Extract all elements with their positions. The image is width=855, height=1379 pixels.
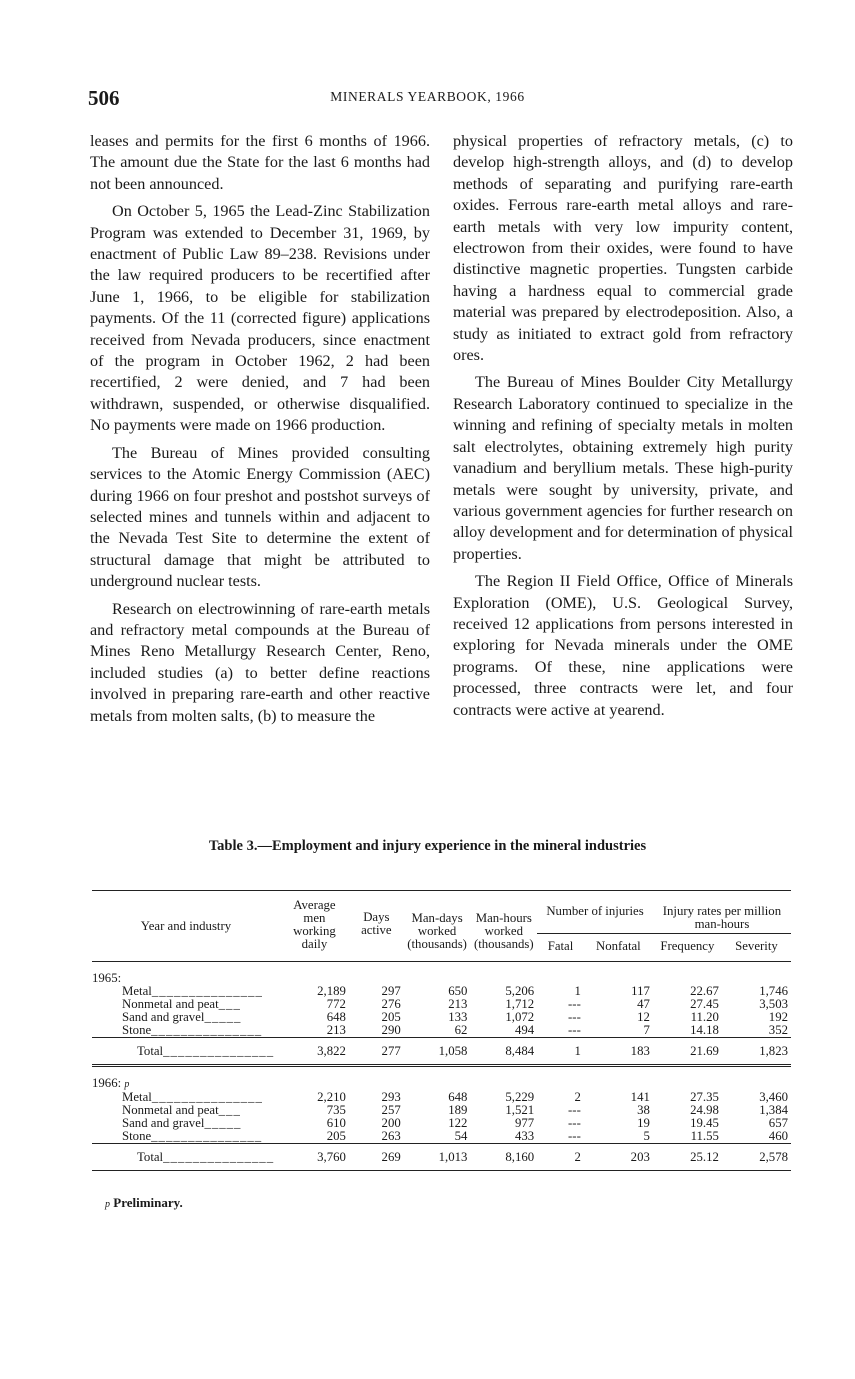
cell-man-days: 648 — [448, 1090, 468, 1104]
cell-severity: 3,460 — [759, 1090, 788, 1104]
footnote-mark: p — [105, 1199, 110, 1210]
cell-severity: 3,503 — [759, 997, 788, 1011]
preliminary-mark: p — [124, 1079, 130, 1090]
cell-frequency: 27.45 — [690, 997, 719, 1011]
cell-avg-men: 2,210 — [317, 1090, 346, 1104]
cell-nonfatal: 141 — [630, 1090, 650, 1104]
cell-frequency: 27.35 — [690, 1090, 719, 1104]
cell-man-days: 122 — [448, 1116, 468, 1130]
running-head: MINERALS YEARBOOK, 1966 — [330, 89, 525, 104]
col-header-man-hours: Man-hours worked (thousands) — [470, 891, 537, 962]
cell-fatal: 2 — [537, 1144, 584, 1171]
cell-nonfatal: 38 — [637, 1103, 650, 1117]
industry-cell: Stone_______________ — [122, 1024, 263, 1037]
paragraph: physical properties of refractory metals, (c) to develop high-strength alloys, and (d) to develop methods of separating and purifying rare-earth oxides. Ferrous rare-earth metal alloys and rare-earth metals with very low impurity content, electrowon from their oxides, were found to have distinctive magnetic properties. Tungsten carbide having a hardness equal to commercial grade material was prepared by electrodeposition. Also, a study as initiated to extract gold from refractory ores. — [453, 132, 793, 365]
industry-cell: Stone_______________ — [122, 1130, 263, 1143]
cell-severity: 2,578 — [722, 1144, 791, 1171]
total-row — [92, 1144, 791, 1171]
cell-fatal: 1 — [574, 984, 581, 998]
paragraph: On October 5, 1965 the Lead-Zinc Stabilization Program was extended to December 31, 1969, by enactment of Public Law 89–238. Revisions under the law required producers to be recertified after June 1, 1966, to be eligible for stabilization payments. Of the 11 (corrected figure) applications received from Nevada producers, since enactment of the program in October 1962, 2 had been recertified, 2 were denied, and 7 had been withdrawn, suspended, or otherwise disqualified. No payments were made on 1966 production. — [90, 202, 430, 435]
table-row — [92, 1117, 791, 1130]
col-header-severity: Severity — [722, 934, 791, 962]
cell-fatal: --- — [568, 1129, 581, 1143]
leader-dots: ___ — [218, 1104, 241, 1117]
cell-severity: 657 — [768, 1116, 788, 1130]
cell-days: 276 — [381, 997, 401, 1011]
cell-man-days: 133 — [448, 1010, 468, 1024]
cell-man-hours: 8,160 — [470, 1144, 537, 1171]
cell-frequency: 19.45 — [690, 1116, 719, 1130]
table-row — [92, 1024, 791, 1038]
cell-days: 293 — [381, 1090, 401, 1104]
leader-dots: _______________ — [151, 1091, 263, 1104]
footnote-text: Preliminary. — [113, 1195, 183, 1210]
leader-dots: _______________ — [151, 1024, 263, 1037]
cell-days: 277 — [349, 1038, 404, 1066]
cell-fatal: --- — [568, 1116, 581, 1130]
cell-avg-men: 3,760 — [280, 1144, 349, 1171]
cell-days: 290 — [381, 1023, 401, 1037]
paragraph: Research on electrowinning of rare-earth metals and refractory metal compounds at the Bureau of Mines Reno Metallurgy Research Center, Reno, included studies (a) to better define reactions involved in preparing rare-earth and other reactive metals from molten salts, (b) to measure the — [90, 599, 430, 725]
cell-fatal: 2 — [574, 1090, 581, 1104]
cell-avg-men: 610 — [326, 1116, 346, 1130]
cell-man-days: 54 — [454, 1129, 468, 1143]
cell-man-hours: 977 — [514, 1116, 535, 1130]
table-row — [92, 998, 791, 1011]
cell-man-hours: 5,206 — [505, 984, 535, 998]
col-header-man-days: Man-days worked (thousands) — [404, 891, 471, 962]
industry-cell: Nonmetal and peat___ — [122, 1104, 241, 1117]
cell-days: 263 — [381, 1129, 401, 1143]
table-row — [92, 1130, 791, 1144]
industry-cell: Sand and gravel_____ — [122, 1117, 242, 1130]
cell-avg-men: 735 — [326, 1103, 346, 1117]
cell-avg-men: 3,822 — [280, 1038, 349, 1066]
footnote — [105, 1195, 183, 1211]
cell-severity: 1,746 — [759, 984, 788, 998]
col-header-avg-men: Average men working daily — [280, 891, 349, 962]
cell-days: 269 — [349, 1144, 404, 1171]
cell-man-hours: 494 — [514, 1023, 535, 1037]
cell-avg-men: 772 — [326, 997, 346, 1011]
leader-dots: _____ — [204, 1117, 242, 1130]
table-row — [92, 1091, 791, 1104]
cell-fatal: --- — [568, 1103, 581, 1117]
cell-man-days: 213 — [448, 997, 468, 1011]
industry-cell: Metal_______________ — [122, 1091, 263, 1104]
cell-nonfatal: 12 — [637, 1010, 650, 1024]
cell-frequency: 24.98 — [690, 1103, 719, 1117]
year-label-text: 1966: — [92, 1076, 122, 1090]
cell-man-days: 1,013 — [404, 1144, 471, 1171]
cell-frequency: 11.55 — [690, 1129, 719, 1143]
left-column — [90, 131, 430, 733]
industry-cell: Metal_______________ — [122, 985, 263, 998]
cell-nonfatal: 7 — [643, 1023, 650, 1037]
cell-severity: 352 — [768, 1023, 788, 1037]
cell-avg-men: 2,189 — [317, 984, 346, 998]
cell-avg-men: 205 — [326, 1129, 346, 1143]
col-header-nonfatal: Nonfatal — [584, 934, 653, 962]
cell-days: 200 — [381, 1116, 401, 1130]
paragraph: leases and permits for the first 6 months of 1966. The amount due the State for the last 6 months had not been announced. — [90, 132, 430, 193]
cell-severity: 1,384 — [759, 1103, 788, 1117]
col-header-injuries: Number of injuries — [537, 891, 653, 934]
cell-days: 257 — [381, 1103, 401, 1117]
cell-man-days: 189 — [448, 1103, 468, 1117]
cell-man-days: 1,058 — [404, 1038, 471, 1066]
paragraph: The Region II Field Office, Office of Minerals Exploration (OME), U.S. Geological Survey, received 12 applications from persons interested in exploring for Nevada minerals under the OME programs. Of these, nine applications were processed, three contracts were let, and four contracts were active at yearend. — [453, 572, 793, 719]
year-row — [92, 962, 791, 986]
col-header-frequency: Frequency — [653, 934, 722, 962]
cell-man-days: 650 — [448, 984, 468, 998]
cell-man-hours: 433 — [514, 1129, 535, 1143]
cell-nonfatal: 183 — [584, 1038, 653, 1066]
cell-days: 297 — [381, 984, 401, 998]
year-row — [92, 1066, 791, 1092]
cell-nonfatal: 117 — [631, 984, 650, 998]
cell-fatal: --- — [568, 997, 581, 1011]
cell-man-hours: 1,712 — [505, 997, 535, 1011]
leader-dots: _______________ — [163, 1150, 275, 1164]
cell-frequency: 22.67 — [690, 984, 719, 998]
leader-dots: _______________ — [151, 1130, 263, 1143]
cell-fatal: --- — [568, 1010, 581, 1024]
cell-avg-men: 213 — [326, 1023, 346, 1037]
employment-injury-table — [92, 890, 791, 1171]
cell-man-hours: 1,072 — [505, 1010, 535, 1024]
cell-man-hours: 5,229 — [505, 1090, 535, 1104]
cell-nonfatal: 47 — [637, 997, 650, 1011]
right-column — [453, 131, 793, 727]
leader-dots: _______________ — [163, 1044, 275, 1058]
cell-frequency: 25.12 — [653, 1144, 722, 1171]
cell-nonfatal: 19 — [637, 1116, 650, 1130]
col-header-fatal: Fatal — [537, 934, 584, 962]
cell-man-hours: 1,521 — [505, 1103, 535, 1117]
table-row — [92, 1011, 791, 1024]
cell-avg-men: 648 — [326, 1010, 346, 1024]
table-row — [92, 985, 791, 998]
leader-dots: ___ — [218, 998, 241, 1011]
industry-cell: Nonmetal and peat___ — [122, 998, 241, 1011]
table-row — [92, 1104, 791, 1117]
total-label: Total_______________ — [92, 1038, 280, 1066]
cell-days: 205 — [381, 1010, 401, 1024]
cell-nonfatal: 5 — [643, 1129, 650, 1143]
total-row — [92, 1038, 791, 1066]
cell-severity: 1,823 — [722, 1038, 791, 1066]
cell-frequency: 21.69 — [653, 1038, 722, 1066]
total-label: Total_______________ — [92, 1144, 280, 1171]
cell-severity: 460 — [768, 1129, 788, 1143]
cell-fatal: 1 — [537, 1038, 584, 1066]
year-label — [92, 1066, 791, 1092]
cell-frequency: 14.18 — [690, 1023, 719, 1037]
cell-man-days: 62 — [454, 1023, 468, 1037]
paragraph: The Bureau of Mines Boulder City Metallurgy Research Laboratory continued to specialize in the winning and refining of specialty metals in molten salt electrolytes, obtaining extremely high purity vanadium and beryllium metals. These high-purity metals were sought by university, private, and various government agencies for further research on alloy development and for determination of physical properties. — [453, 373, 793, 563]
cell-severity: 192 — [768, 1010, 788, 1024]
cell-man-hours: 8,484 — [470, 1038, 537, 1066]
year-label: 1965: — [92, 971, 122, 985]
leader-dots: _____ — [204, 1011, 242, 1024]
col-header-injury-rates: Injury rates per million man-hours — [653, 891, 791, 934]
col-header-days-active: Days active — [349, 891, 404, 962]
table-title: Table 3.—Employment and injury experience in the mineral industries — [208, 838, 647, 854]
cell-fatal: --- — [568, 1023, 581, 1037]
cell-frequency: 11.20 — [690, 1010, 719, 1024]
paragraph: The Bureau of Mines provided consulting services to the Atomic Energy Commission (AEC) during 1966 on four preshot and postshot surveys of selected mines and tunnels within and adjacent to the Nevada Test Site to determine the extent of structural damage that might be attributed to underground nuclear tests. — [90, 443, 430, 591]
col-header-year-industry: Year and industry — [92, 891, 280, 962]
leader-dots: _______________ — [151, 985, 263, 998]
industry-cell: Sand and gravel_____ — [122, 1011, 242, 1024]
cell-nonfatal: 203 — [584, 1144, 653, 1171]
page-number: 506 — [88, 86, 120, 110]
